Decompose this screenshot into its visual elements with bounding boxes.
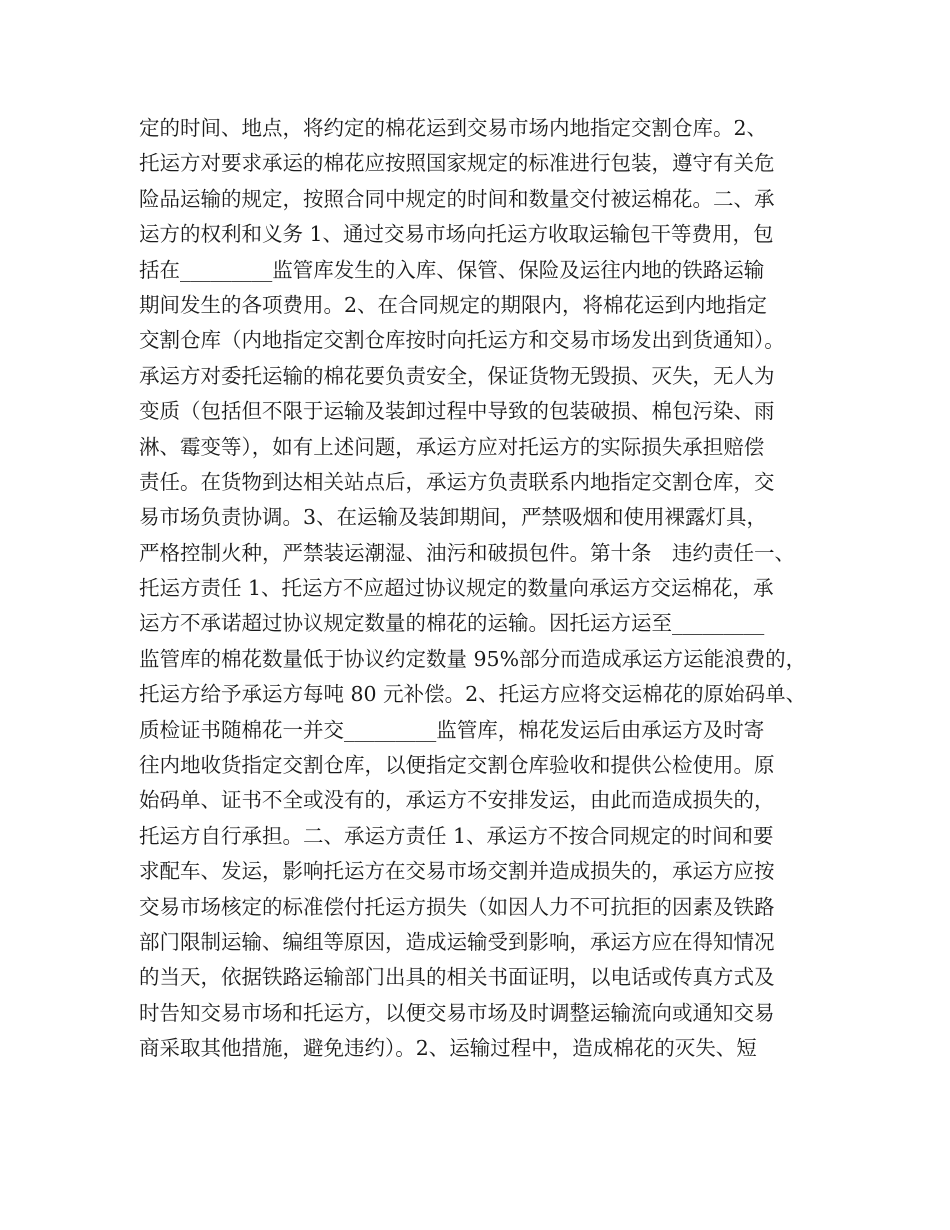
- text-line: 质检证书随棉花一并交_________监管库，棉花发运后由承运方及时寄: [139, 717, 765, 742]
- text-line: 托运方责任 1、托运方不应超过协议规定的数量向承运方交运棉花，承: [139, 576, 774, 601]
- text-line: 部门限制运输、编组等原因，造成运输受到影响，承运方应在得知情况: [139, 929, 775, 954]
- text-line: 交割仓库（内地指定交割仓库按时向托运方和交易市场发出到货通知）。: [139, 328, 785, 353]
- text-line: 括在_________监管库发生的入库、保管、保险及运往内地的铁路运输: [139, 257, 765, 282]
- text-line: 定的时间、地点，将约定的棉花运到交易市场内地指定交割仓库。2、: [139, 116, 768, 140]
- body-text: [139, 111, 829, 1067]
- text-line: 险品运输的规定，按照合同中规定的时间和数量交付被运棉花。二、承: [139, 186, 775, 211]
- text-line: 时告知交易市场和托运方，以便交易市场及时调整运输流向或通知交易: [139, 1000, 775, 1025]
- text-line: 的当天，依据铁路运输部门出具的相关书面证明，以电话或传真方式及: [139, 965, 775, 990]
- text-line: 托运方自行承担。二、承运方责任 1、承运方不按合同规定的时间和要: [139, 823, 774, 848]
- text-line: 托运方给予承运方每吨 80 元补偿。2、托运方应将交运棉花的原始码单、: [139, 682, 807, 707]
- text-line: 淋、霉变等），如有上述问题，承运方应对托运方的实际损失承担赔偿: [139, 434, 765, 459]
- text-line: 商采取其他措施，避免违约）。2、运输过程中，造成棉花的灭失、短: [139, 1036, 757, 1061]
- text-line: 变质（包括但不限于运输及装卸过程中导致的包装破损、棉包污染、雨: [139, 399, 775, 424]
- text-line: 运方不承诺超过协议规定数量的棉花的运输。因托运方运至_________: [139, 611, 765, 636]
- text-line: 交易市场核定的标准偿付托运方损失（如因人力不可抗拒的因素及铁路: [139, 894, 775, 919]
- text-line: 易市场负责协调。3、在运输及装卸期间，严禁吸烟和使用裸露灯具，: [139, 505, 768, 530]
- text-line: 运方的权利和义务 1、通过交易市场向托运方收取运输包干等费用，包: [139, 222, 774, 247]
- text-line: 严格控制火种，严禁装运潮湿、油污和破损包件。第十条 违约责任一、: [139, 540, 795, 565]
- text-line: 承运方对委托运输的棉花要负责安全，保证货物无毁损、灭失，无人为: [139, 363, 775, 388]
- text-line: 始码单、证书不全或没有的，承运方不安排发运，由此而造成损失的，: [139, 788, 775, 813]
- text-line: 责任。在货物到达相关站点后，承运方负责联系内地指定交割仓库，交: [139, 469, 775, 494]
- text-line: 求配车、发运，影响托运方在交易市场交割并造成损失的，承运方应按: [139, 859, 775, 884]
- text-line: 监管库的棉花数量低于协议约定数量 95%部分而造成承运方运能浪费的，: [139, 646, 807, 671]
- text-line: 托运方对要求承运的棉花应按照国家规定的标准进行包装，遵守有关危: [139, 151, 775, 176]
- text-line: 往内地收货指定交割仓库，以便指定交割仓库验收和提供公检使用。原: [139, 753, 775, 778]
- text-line: 期间发生的各项费用。2、在合同规定的期限内，将棉花运到内地指定: [139, 292, 768, 317]
